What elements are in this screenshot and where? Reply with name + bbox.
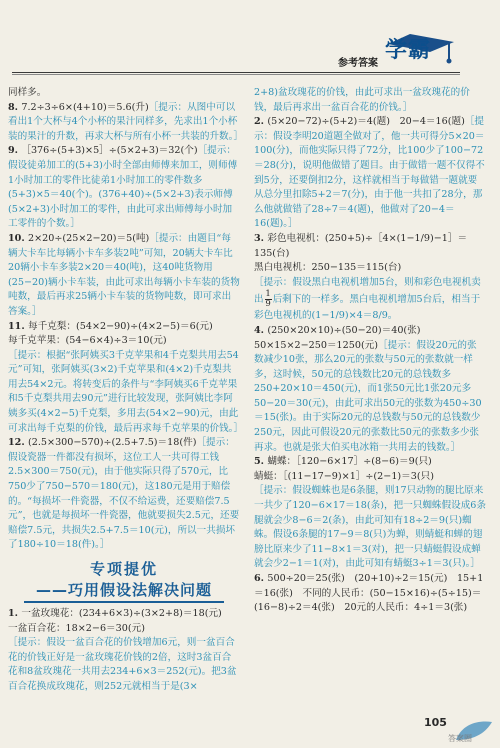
right-item <box>254 115 486 232</box>
hint-text: 后剩下的一样多。黑白电视机增加5台后，相当于彩色电视机的(1−1/9)×4＝8/9。 <box>254 294 481 322</box>
problem-number: 8. <box>8 101 22 113</box>
problem-number: 11. <box>8 320 29 332</box>
section-title-sub: ——巧用假设法解决问题 <box>35 581 212 599</box>
answer-text: 每千克苹果：(54−6×4)÷3＝10(元) <box>8 335 167 347</box>
section-title-main: 专项提优 <box>89 560 158 578</box>
watermark: 答案圈 <box>448 734 472 743</box>
left-item <box>8 144 240 232</box>
answer-text: 蜻蜓：［(11−17−9)×1］÷(2−1)＝3(只) <box>254 470 434 482</box>
answer-text: 一盆百合花：18×2−6＝30(元) <box>8 622 145 634</box>
answer-text: 彩色电视机：(250+5)÷［4×(1−1/9)−1］＝135(台) <box>254 232 468 259</box>
hint-text: ［提示：根据“张阿姨买3千克苹果和4千克梨共用去54元”可知，张阿姨买(3×2)千克苹果和(4×2)千克梨共用去54×2元。将转变后的条件与“李阿姨买6千克苹果和5千克梨共用去90元”进行比较发现，张阿姨比李阿姨多买(4×2−5)千克梨，多用去(54×2−90)元，由此可求出每千克梨的价钱，最后再求每千克苹果的价钱。］ <box>8 349 244 434</box>
fraction-numerator: 1 <box>265 289 271 300</box>
right-item <box>254 470 486 485</box>
logo-text: 学霸 <box>385 38 432 63</box>
left-section-item <box>8 622 240 637</box>
brand-logo <box>380 30 462 80</box>
left-section-item <box>8 636 240 694</box>
hint-text: ［提示：假设20元的张数减少10张，那么20元的张数与50元的张数就一样多，这时候，50元的总钱数比20元的总钱数多250+20×10＝450(元)，而1张50元比1张20元多50−20＝30(元)，由此可求出50元的张数为450÷30＝15(张)。由于实际20元的总钱数与50元的总钱数少250元，因此可假设20元的张数比50元的张数多少张再求。也就是张大伯买电冰箱一共用去的钱数。］ <box>254 339 482 453</box>
hint-text: ［提示：假设李明20道题全做对了，他一共可得分5×20＝100(分)，而他实际只得了72分，比100少了100−72＝28(分)，说明他做错了题目。由于做错一题不仅得不到5分，还要倒扣2分，这样就相当于每做错一题就要从总分里扣除5+2＝7(分)，由于他一共扣了28分，那么他就做错了28÷7＝4(题)，他做对了20−4＝16(题)。］ <box>254 116 485 230</box>
left-item <box>8 101 244 145</box>
right-item <box>254 324 486 455</box>
problem-number: 12. <box>8 437 29 449</box>
hint-text: ［提示：假设一盆百合花的价钱增加6元，则一盆百合花的价钱正好是一盆玫瑰花价钱的2倍，这时3盆百合花和8盆玫瑰花一共用去234+6×3＝252(元)。把3盆百合花换成玫瑰花，则252元就相当于是(3× <box>8 637 237 692</box>
left-item <box>8 334 240 349</box>
problem-number: 4. <box>254 324 268 336</box>
right-item <box>254 572 486 616</box>
right-item <box>254 232 486 261</box>
answer-text: 一盆玫瑰花：(234+6×3)÷(3×2+8)＝18(元) <box>21 608 222 619</box>
section-title <box>8 559 240 601</box>
answer-text: 黑白电视机：250−135＝115(台) <box>254 262 402 274</box>
hint-text: ［提示：假设瓷器一件都没有损坏，这位工人一共可得工钱2.5×300＝750(元)，由于他实际只得了570元，比750少了750−570＝180(元)，这180元是用于赔偿的。“每损坏一件瓷器，不仅不给运费，还要赔偿7.5元”，也就是每损坏一件瓷器，他就要损失2.5元，还要赔偿7.5元，共损失2.5+7.5＝10(元)，所以一共损坏了180÷10＝18(件)。］ <box>8 437 240 551</box>
left-item <box>8 320 240 335</box>
problem-number: 1. <box>8 608 22 619</box>
left-section-item <box>8 607 240 622</box>
answer-text: 2×20÷(25×2−20)＝5(吨) <box>28 232 150 244</box>
fraction-denominator: 9 <box>265 299 271 310</box>
hint-text: ［提示：假设黑白电视机增加5台，则和彩色电视机卖出 <box>254 276 481 306</box>
right-item <box>254 276 486 324</box>
section-underline <box>24 601 224 603</box>
problem-number: 6. <box>254 573 268 584</box>
hint-text: ［提示：由题目“每辆大卡车比每辆小卡车多装2吨”可知，20辆大卡车比20辆小卡车多装2×20＝40(吨)，这40吨货物用(25−20)辆小卡车装，由此可求出每辆小卡车装的货物吨数，最后再求25辆小卡车装的货物吨数，即可求出答案。］ <box>8 232 240 317</box>
right-item <box>254 86 486 115</box>
right-item <box>254 484 486 572</box>
right-item <box>254 261 486 276</box>
answer-text: (5×20−72)÷(5+2)＝4(题) 20−4＝16(题) <box>267 116 465 128</box>
problem-number: 3. <box>254 232 268 244</box>
answer-text: 500÷20＝25(张) (20+10)÷2＝15(元) 15+1＝16(张) 不同的人民币：(50−15×16)÷(5÷15)＝(16−8)÷2＝4(张) 20元的人民币：4÷1＝3(张) <box>254 573 484 614</box>
left-item <box>8 349 244 437</box>
answer-text: 蝴蝶：［120−6×17］÷(8−6)＝9(只) <box>267 456 432 468</box>
left-item <box>8 232 240 320</box>
fraction <box>265 290 272 309</box>
answer-text: 每千克梨：(54×2−90)÷(4×2−5)＝6(元) <box>28 320 213 332</box>
answer-text: (2.5×300−570)÷(2.5+7.5)＝18(件) <box>28 437 197 449</box>
problem-number: 9. <box>8 145 22 157</box>
right-column <box>254 86 486 616</box>
header-label: 参考答案 <box>338 58 378 69</box>
answer-text: ［376÷(5+3)×5］÷(5×2+3)＝32(个) <box>21 145 198 157</box>
left-item <box>8 436 240 553</box>
left-column <box>8 86 244 695</box>
hint-text: 2+8)盆玫瑰花的价钱，由此可求出一盆玫瑰花的价钱，最后再求出一盆百合花的价钱。］ <box>254 87 470 113</box>
hint-text: ［提示：从图中可以看出1个大杯与4个小杯的果汁同样多，先求出1个小杯装的果汁的升数，再求大杯与所有小杯一共装的升数。］ <box>8 101 244 142</box>
answer-text: 7.2÷3÷6×(4+10)＝5.6(升) <box>21 101 149 113</box>
problem-number: 2. <box>254 116 268 128</box>
hint-text: ［提示：假设徒弟加工的(5+3)小时全部由师傅来加工，则师傅1小时加工的零件比徒弟1小时加工的零件数多(5+3)×5＝40(个)。(376+40)÷(5×2+3)表示师傅(5×2+3)小时加工的零件，由此可求出师傅每小时加工零件的个数。］ <box>8 145 238 230</box>
page-number: 105 <box>424 716 447 729</box>
answer-text: (250×20×10)÷(50−20)＝40(张) 50×15×2−250＝1250(元) <box>254 324 431 351</box>
hint-text: ［提示：假设蜘蛛也是6条腿，则17只动物的腿比原来一共少了120−6×17＝18(条)，把一只蜘蛛假设成6条腿就会少8−6＝2(条)，由此可知有18÷2＝9(只)蜘蛛。假设6条腿的17−9＝8(只)为蝉，则蜻蜓和蝉的翅膀比原来少了11−8×1＝3(对)，把一只蜻蜓假设成蝉就会少2−1＝1(对)，由此可知有蜻蜓3÷1＝3(只)。］ <box>254 485 486 570</box>
answer-text: 同样多。 <box>8 87 47 98</box>
left-item <box>8 86 240 101</box>
page-header <box>0 0 500 86</box>
problem-number: 5. <box>254 456 268 468</box>
problem-number: 10. <box>8 232 29 244</box>
right-item <box>254 455 486 470</box>
